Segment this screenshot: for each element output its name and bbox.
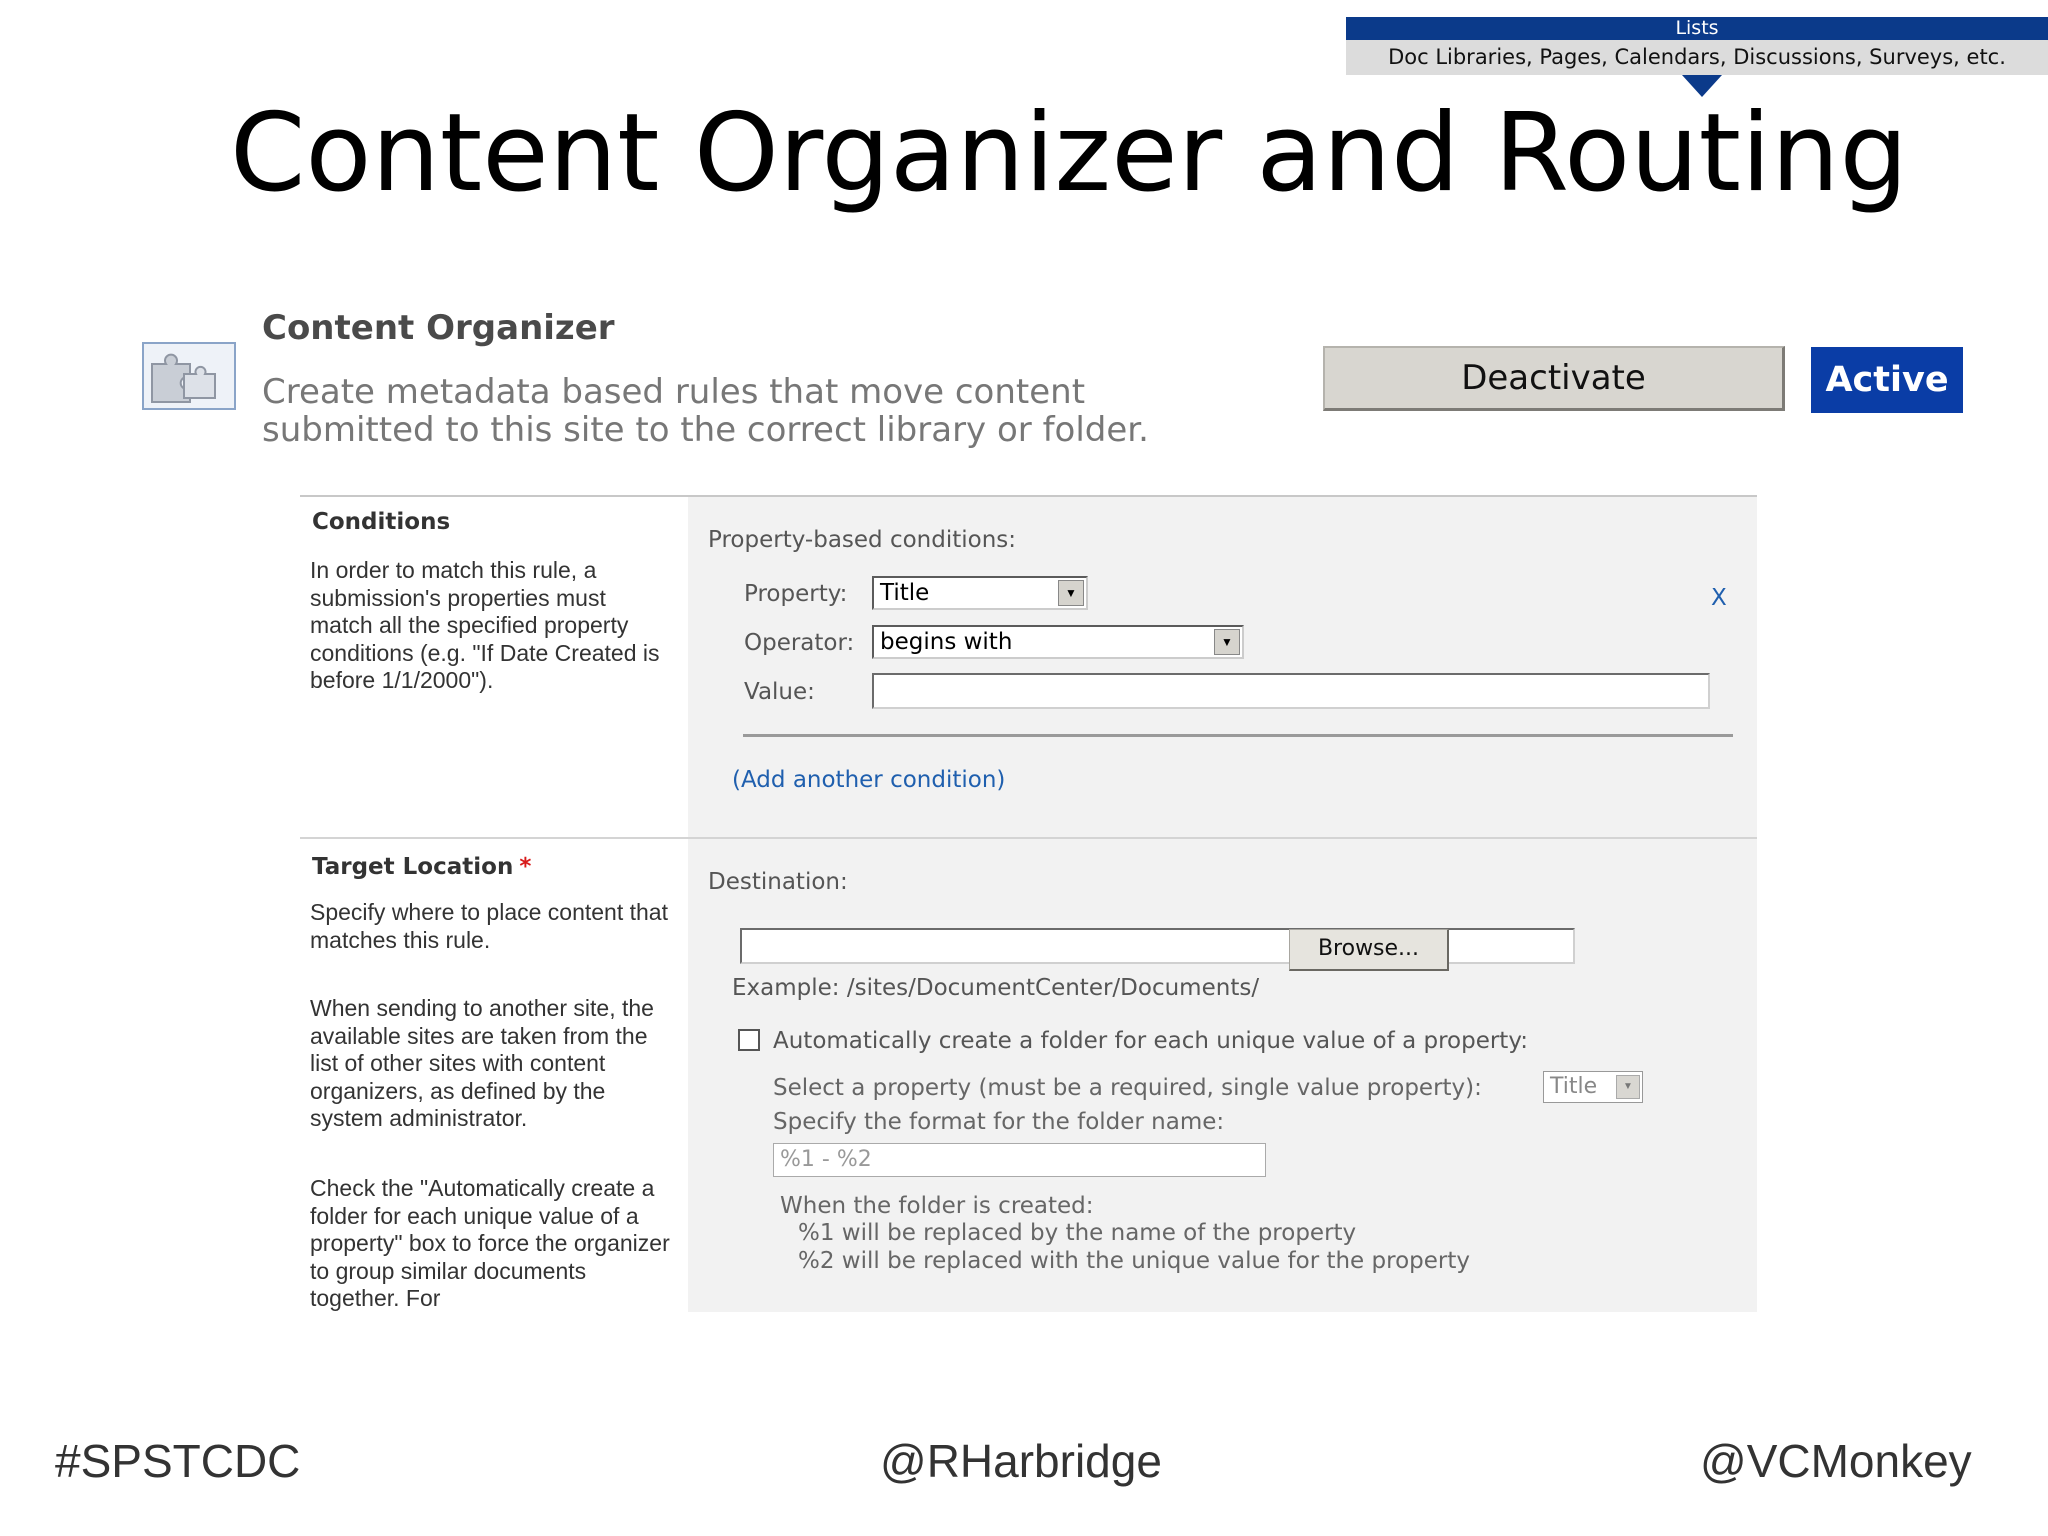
folder-format-value: %1 - %2 bbox=[780, 1147, 872, 1172]
dropdown-arrow-icon: ▼ bbox=[1616, 1075, 1640, 1099]
lists-banner bbox=[1346, 17, 2048, 75]
folder-note-head: When the folder is created: bbox=[780, 1193, 1094, 1219]
property-select[interactable] bbox=[872, 576, 1088, 610]
operator-select[interactable] bbox=[872, 625, 1244, 659]
footer-presenter-2: @VCMonkey bbox=[1700, 1435, 1972, 1487]
destination-input[interactable] bbox=[740, 928, 1575, 964]
target-location-title-text: Target Location bbox=[312, 854, 514, 880]
condition-divider bbox=[743, 734, 1733, 737]
target-location-title bbox=[312, 854, 531, 880]
footer-presenter-1: @RHarbridge bbox=[880, 1435, 1162, 1487]
status-badge: Active bbox=[1811, 347, 1963, 413]
feature-description: Create metadata based rules that move content submitted to this site to the correct library or folder. bbox=[262, 372, 1149, 450]
conditions-description-column bbox=[300, 497, 688, 837]
slide-title: Content Organizer and Routing bbox=[230, 91, 1909, 216]
property-select-value: Title bbox=[880, 580, 930, 606]
browse-button[interactable]: Browse... bbox=[1289, 929, 1449, 971]
target-fields-column bbox=[688, 839, 1757, 1312]
destination-example: Example: /sites/DocumentCenter/Documents/ bbox=[732, 975, 1260, 1001]
conditions-title: Conditions bbox=[312, 509, 451, 535]
folder-property-select[interactable] bbox=[1543, 1071, 1643, 1103]
value-input[interactable] bbox=[872, 673, 1710, 709]
operator-select-value: begins with bbox=[880, 629, 1013, 655]
select-property-label: Select a property (must be a required, single value property): bbox=[773, 1075, 1482, 1101]
remove-condition-button[interactable]: X bbox=[1711, 585, 1727, 611]
add-condition-link[interactable]: (Add another condition) bbox=[732, 767, 1006, 793]
target-help-text-2: When sending to another site, the available sites are taken from the list of other sites with content organizers, as defined by the system administrator. bbox=[310, 995, 654, 1131]
auto-folder-checkbox[interactable] bbox=[738, 1029, 760, 1051]
folder-note-line-2: %2 will be replaced with the unique value for the property bbox=[798, 1248, 1470, 1274]
target-description-column bbox=[300, 839, 688, 1312]
lists-banner-body: Doc Libraries, Pages, Calendars, Discussions, Surveys, etc. bbox=[1388, 45, 2006, 69]
dropdown-arrow-icon: ▼ bbox=[1058, 580, 1084, 606]
property-conditions-heading: Property-based conditions: bbox=[708, 527, 1017, 553]
conditions-help-text: In order to match this rule, a submission's properties must match all the specified property conditions (e.g. "If Date Created is before 1/1/2000"). bbox=[310, 557, 660, 693]
target-help-text-3: Check the "Automatically create a folder for each unique value of a property" box to force the organizer to group similar documents together. For bbox=[310, 1175, 670, 1311]
deactivate-button[interactable]: Deactivate bbox=[1323, 346, 1785, 411]
conditions-fields-column bbox=[688, 497, 1757, 837]
feature-name: Content Organizer bbox=[262, 308, 615, 348]
destination-label: Destination: bbox=[708, 869, 848, 895]
property-label: Property: bbox=[744, 581, 848, 607]
folder-note-line-1: %1 will be replaced by the name of the property bbox=[798, 1220, 1357, 1246]
folder-format-label: Specify the format for the folder name: bbox=[773, 1109, 1225, 1135]
folder-format-input[interactable] bbox=[773, 1143, 1266, 1177]
value-label: Value: bbox=[744, 679, 815, 705]
required-mark: * bbox=[519, 854, 532, 880]
puzzle-feature-icon bbox=[142, 342, 236, 410]
operator-label: Operator: bbox=[744, 630, 855, 656]
dropdown-arrow-icon: ▼ bbox=[1214, 629, 1240, 655]
footer-hashtag: #SPSTCDC bbox=[55, 1435, 301, 1487]
rule-form bbox=[300, 495, 1757, 1310]
lists-banner-head: Lists bbox=[1346, 17, 2048, 40]
target-help-text-1: Specify where to place content that matches this rule. bbox=[310, 899, 668, 953]
folder-property-select-value: Title bbox=[1550, 1074, 1598, 1099]
auto-folder-label: Automatically create a folder for each unique value of a property: bbox=[773, 1028, 1529, 1054]
